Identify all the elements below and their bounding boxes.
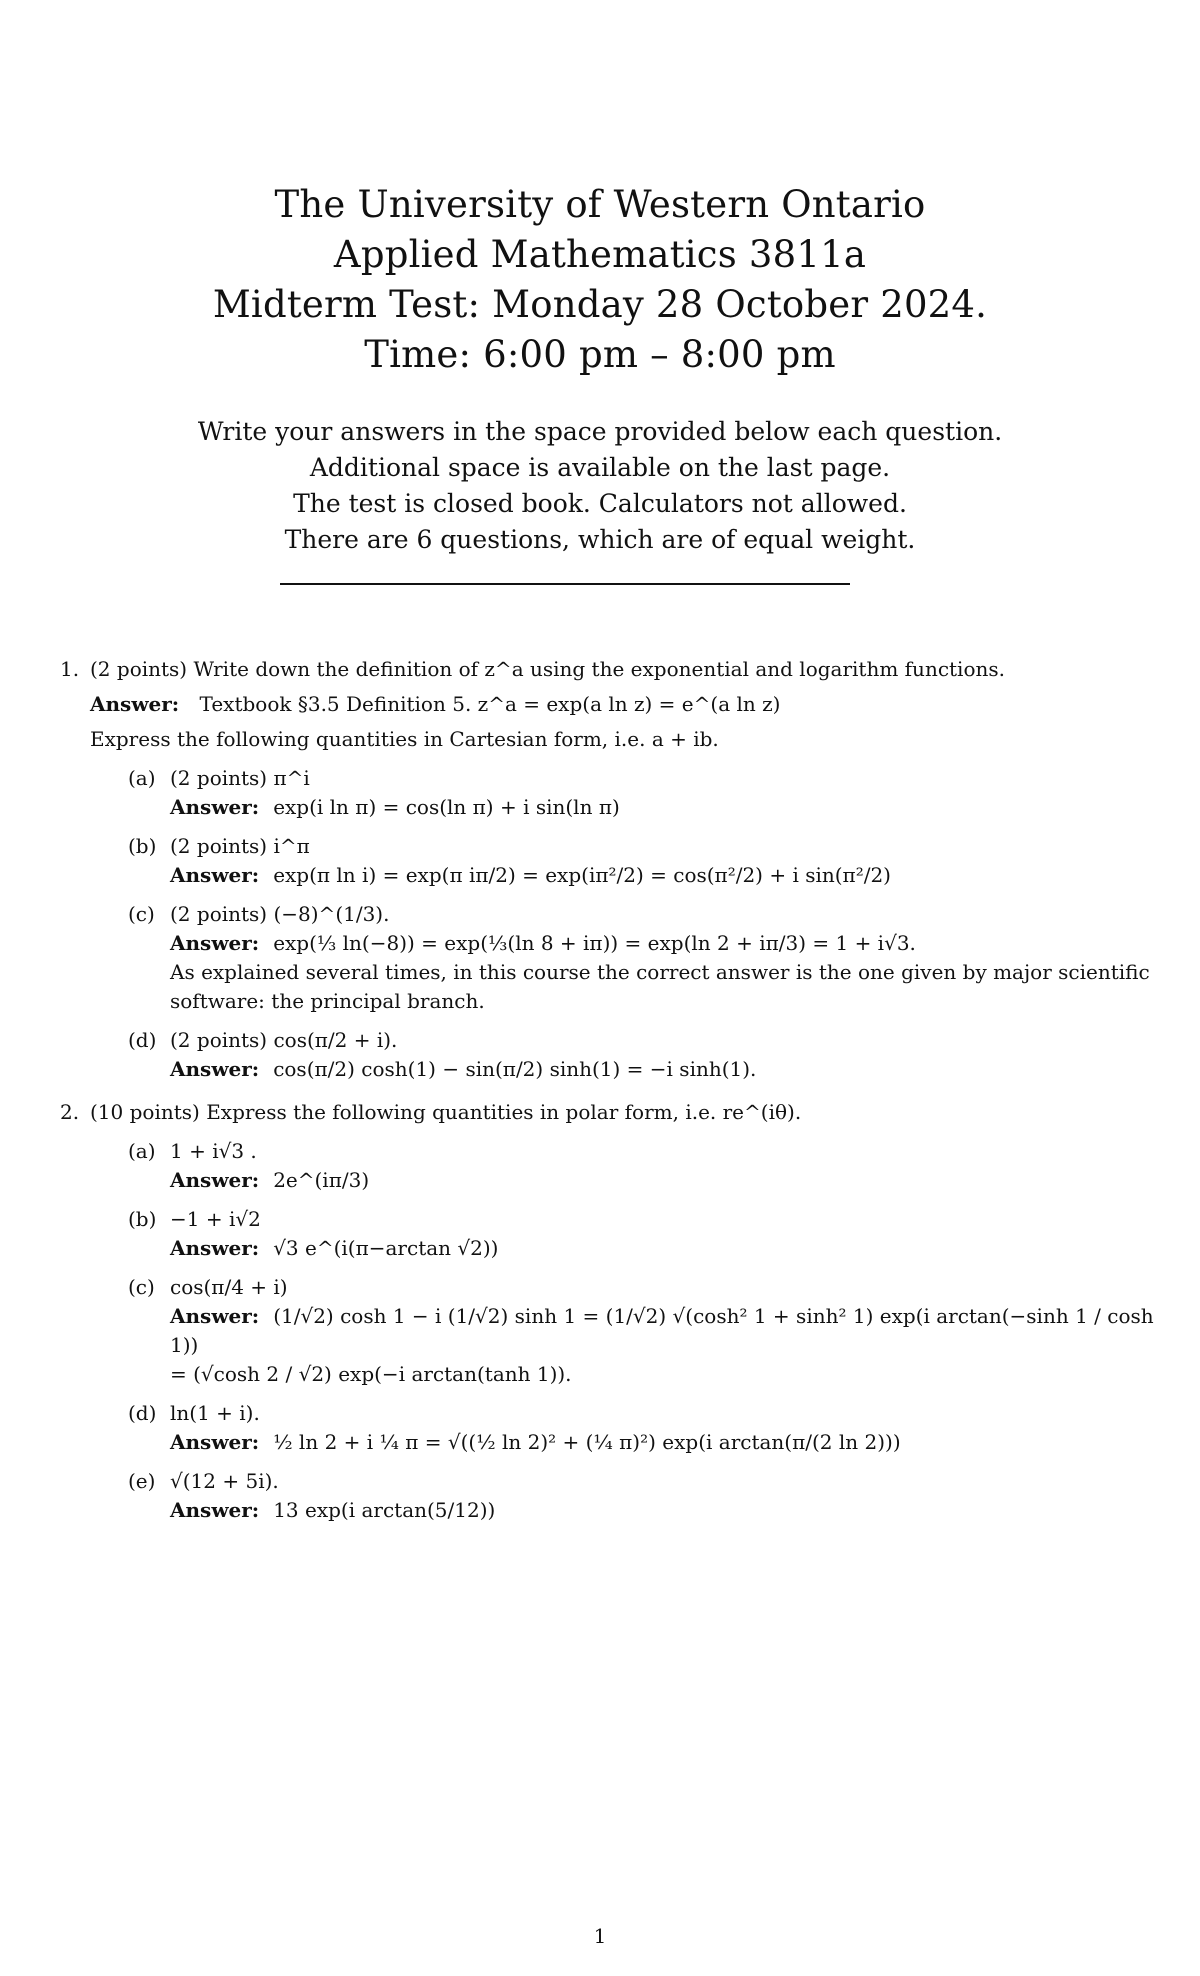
- answer-label: Answer:: [170, 931, 260, 955]
- instruction-line: Additional space is available on the last page.: [309, 453, 891, 482]
- part-1b: [90, 832, 1160, 890]
- part-2e: [90, 1467, 1160, 1525]
- answer-text: cos(π/2) cosh(1) − sin(π/2) sinh(1) = −i sinh(1).: [273, 1057, 757, 1081]
- part-label: (a): [128, 1139, 156, 1163]
- answer-label: Answer:: [170, 795, 260, 819]
- answer-label: Answer:: [170, 1057, 260, 1081]
- answer-text: ½ ln 2 + i ¼ π = √((½ ln 2)² + (¼ π)²) exp(i arctan(π/(2 ln 2))): [273, 1430, 901, 1454]
- question-number: 1.: [60, 657, 80, 681]
- answer-text-continued: = (√cosh 2 / √2) exp(−i arctan(tanh 1)).: [170, 1362, 572, 1386]
- part-label: (c): [128, 1275, 155, 1299]
- exam-header: [0, 180, 1200, 380]
- part-2d: [90, 1399, 1160, 1457]
- header-course: Applied Mathematics 3811a: [333, 233, 867, 276]
- answer-label: Answer:: [170, 1430, 260, 1454]
- answer-text: exp(π ln i) = exp(π iπ/2) = exp(iπ²/2) = cos(π²/2) + i sin(π²/2): [273, 863, 891, 887]
- part-label: (b): [128, 1207, 157, 1231]
- part-label: (d): [128, 1028, 157, 1052]
- answer-label: Answer:: [170, 1168, 260, 1192]
- answer-label: Answer:: [170, 1498, 260, 1522]
- answer-text: (1/√2) cosh 1 − i (1/√2) sinh 1 = (1/√2) √(cosh² 1 + sinh² 1) exp(i arctan(−sinh 1 / cosh 1)): [170, 1304, 1154, 1357]
- header-time: Time: 6:00 pm – 8:00 pm: [364, 333, 836, 376]
- questions: [60, 655, 1160, 1531]
- part-text: √(12 + 5i).: [170, 1469, 279, 1493]
- answer-label: Answer:: [90, 692, 180, 716]
- part-text: (2 points) π^i: [170, 766, 310, 790]
- part-text: cos(π/4 + i): [170, 1275, 288, 1299]
- answer-label: Answer:: [170, 863, 260, 887]
- question-2: [60, 1098, 1160, 1525]
- answer-text: 13 exp(i arctan(5/12)): [273, 1498, 496, 1522]
- part-1a: [90, 764, 1160, 822]
- answer-text: Textbook §3.5 Definition 5. z^a = exp(a ln z) = e^(a ln z): [199, 692, 781, 716]
- question-1: [60, 655, 1160, 1084]
- part-label: (b): [128, 834, 157, 858]
- part-label: (e): [128, 1469, 156, 1493]
- instruction-line: There are 6 questions, which are of equal weight.: [284, 525, 916, 554]
- instruction-line: The test is closed book. Calculators not allowed.: [293, 489, 907, 518]
- part-text: (2 points) cos(π/2 + i).: [170, 1028, 398, 1052]
- part-2c: [90, 1273, 1160, 1389]
- part-2b: [90, 1205, 1160, 1263]
- answer-label: Answer:: [170, 1304, 260, 1328]
- instructions: [0, 414, 1200, 558]
- question-intro: Express the following quantities in Cartesian form, i.e. a + ib.: [90, 727, 719, 751]
- part-2a: [90, 1137, 1160, 1195]
- answer: [90, 690, 1160, 719]
- header-test-date: Midterm Test: Monday 28 October 2024.: [212, 283, 988, 326]
- answer-label: Answer:: [170, 1236, 260, 1260]
- header-divider: [280, 583, 850, 585]
- answer-note: As explained several times, in this course the correct answer is the one given by major scientific software: the principal branch.: [170, 960, 1150, 1013]
- part-label: (d): [128, 1401, 157, 1425]
- part-text: ln(1 + i).: [170, 1401, 260, 1425]
- part-text: (2 points) (−8)^(1/3).: [170, 902, 390, 926]
- part-text: (2 points) i^π: [170, 834, 310, 858]
- part-1c: [90, 900, 1160, 1016]
- answer-text: exp(⅓ ln(−8)) = exp(⅓(ln 8 + iπ)) = exp(ln 2 + iπ/3) = 1 + i√3.: [273, 931, 916, 955]
- instruction-line: Write your answers in the space provided below each question.: [197, 417, 1003, 446]
- question-number: 2.: [60, 1100, 80, 1124]
- question-text: (2 points) Write down the definition of z^a using the exponential and logarithm functions.: [90, 657, 1005, 681]
- answer-text: exp(i ln π) = cos(ln π) + i sin(ln π): [273, 795, 620, 819]
- header-university: The University of Western Ontario: [274, 183, 926, 226]
- question-text: (10 points) Express the following quantities in polar form, i.e. re^(iθ).: [90, 1100, 802, 1124]
- part-label: (c): [128, 902, 155, 926]
- answer-text: √3 e^(i(π−arctan √2)): [273, 1236, 499, 1260]
- answer-text: 2e^(iπ/3): [273, 1168, 370, 1192]
- page-number: 1: [593, 1924, 607, 1948]
- part-text: 1 + i√3 .: [170, 1139, 257, 1163]
- part-1d: [90, 1026, 1160, 1084]
- part-text: −1 + i√2: [170, 1207, 261, 1231]
- part-label: (a): [128, 766, 156, 790]
